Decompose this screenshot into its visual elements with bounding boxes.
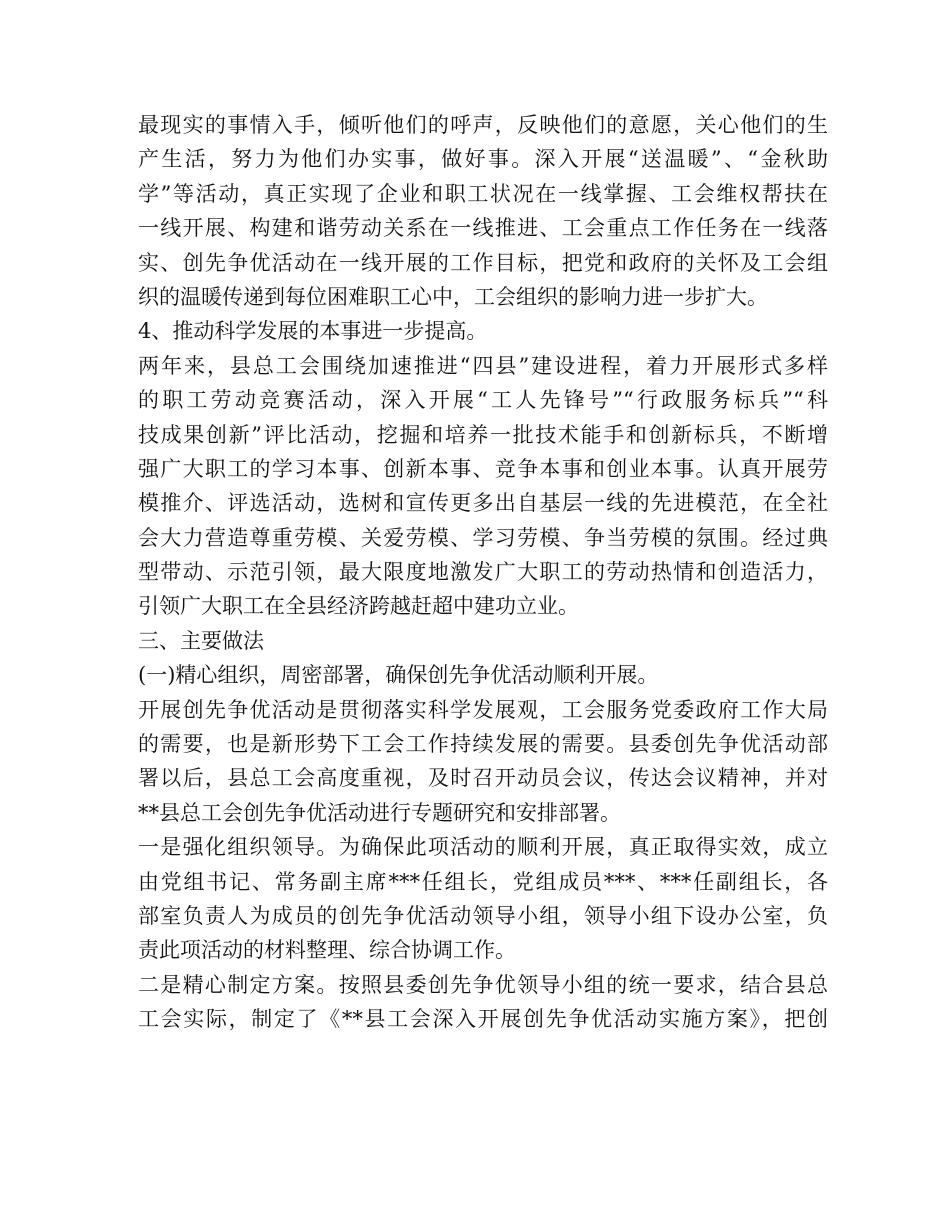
text-line: 一是强化组织领导。为确保此项活动的顺利开展，真正取得实效，成立: [138, 835, 828, 860]
text-line: 二是精心制定方案。按照县委创先争优领导小组的统一要求，结合县总: [138, 972, 828, 997]
text-line: 由党组书记、常务副主席***任组长，党组成员***、***任副组长，各: [138, 869, 828, 894]
text-line: 模推介、评选活动，选树和宣传更多出自基层一线的先进模范，在全社: [138, 491, 828, 516]
text-line: 一线开展、构建和谐劳动关系在一线推进、工会重点工作任务在一线落: [138, 216, 828, 241]
text-line: 的需要，也是新形势下工会工作持续发展的需要。县委创先争优活动部: [138, 732, 828, 757]
text-line: 技成果创新”评比活动，挖掘和培养一批技术能手和创新标兵，不断增: [138, 422, 828, 447]
text-line: 实、创先争优活动在一线开展的工作目标，把党和政府的关怀及工会组: [138, 250, 828, 275]
text-line: 织的温暖传递到每位困难职工心中，工会组织的影响力进一步扩大。: [138, 284, 768, 309]
text-line: 4、推动科学发展的本事进一步提高。: [138, 319, 488, 344]
text-line: 责此项活动的材料整理、综合协调工作。: [138, 938, 516, 963]
text-line: 强广大职工的学习本事、创新本事、竞争本事和创业本事。认真开展劳: [138, 456, 828, 481]
text-line: 两年来，县总工会围绕加速推进“四县”建设进程，着力开展形式多样: [138, 353, 828, 378]
text-line: 产生活，努力为他们办实事，做好事。深入开展“送温暖”、“金秋助: [138, 147, 828, 172]
text-line: 最现实的事情入手，倾听他们的呼声，反映他们的意愿，关心他们的生: [138, 113, 828, 137]
text-line: 部室负责人为成员的创先争优活动领导小组，领导小组下设办公室，负: [138, 903, 828, 928]
text-line: 三、主要做法: [138, 628, 264, 653]
text-line: 署以后，县总工会高度重视，及时召开动员会议，传达会议精神，并对: [138, 766, 828, 791]
text-line: 型带动、示范引领，最大限度地激发广大职工的劳动热情和创造活力，: [138, 560, 828, 585]
text-line: 会大力营造尊重劳模、关爱劳模、学习劳模、争当劳模的氛围。经过典: [138, 525, 828, 550]
document-body: [138, 108, 828, 1037]
text-line: 学”等活动，真正实现了企业和职工状况在一线掌握、工会维权帮扶在: [138, 181, 828, 206]
text-line: 的职工劳动竞赛活动，深入开展“工人先锋号”“行政服务标兵”“科: [138, 388, 828, 413]
text-line: 工会实际，制定了《**县工会深入开展创先争优活动实施方案》，把创: [138, 1007, 828, 1032]
text-line: 引领广大职工在全县经济跨越赶超中建功立业。: [138, 594, 579, 619]
text-line: (一)精心组织，周密部署，确保创先争优活动顺利开展。: [138, 663, 659, 688]
text-line: 开展创先争优活动是贯彻落实科学发展观，工会服务党委政府工作大局: [138, 697, 828, 722]
text-line: **县总工会创先争优活动进行专题研究和安排部署。: [138, 800, 621, 825]
